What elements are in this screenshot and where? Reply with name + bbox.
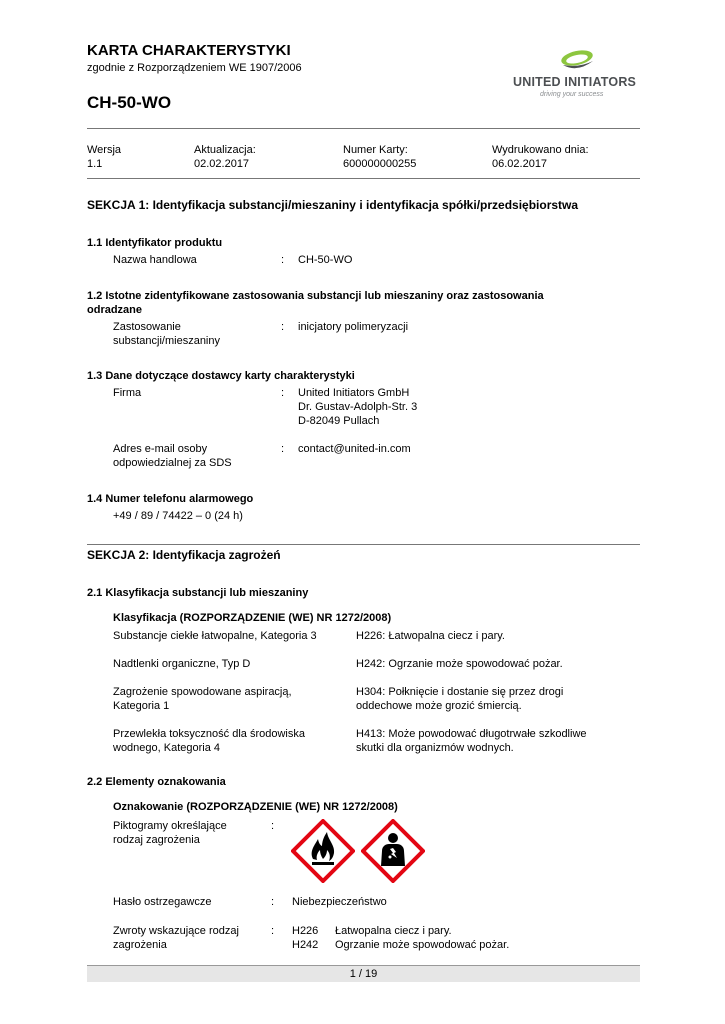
s13-firma-colon: : [281, 387, 285, 399]
s12-value: inicjatory polimeryzacji [298, 321, 409, 333]
s13-email-colon: : [281, 443, 285, 455]
document-subtitle: zgodnie z Rozporządzeniem WE 1907/2006 [87, 62, 302, 74]
meta-printed-date: Wydrukowano dnia: 06.02.2017 [492, 144, 589, 170]
pictogram-colon: : [271, 820, 275, 832]
meta-version: Wersja 1.1 [87, 144, 122, 170]
hazard-class: Substancje ciekłe łatwopalne, Kategoria 3 [113, 630, 317, 642]
labelling-heading: Oznakowanie (ROZPORZĄDZENIE (WE) NR 1272/2008) [113, 801, 398, 813]
contact-email[interactable]: contact@united-in.com [298, 443, 411, 455]
section1-heading: SEKCJA 1: Identyfikacja substancji/mieszaniny i identyfikacja spółki/przedsiębiorstwa [87, 198, 579, 212]
logo-tagline: driving your success [540, 91, 604, 98]
s22-heading: 2.2 Elementy oznakowania [87, 776, 226, 788]
hazard-class: Przewlekła toksyczność dla środowiska wodnego, Kategoria 4 [113, 728, 305, 754]
product-name-heading: CH-50-WO [87, 93, 172, 112]
section2-divider [87, 544, 640, 545]
signal-word-value: Niebezpieczeństwo [292, 896, 387, 908]
h-statement-code: H226 H242 [292, 925, 319, 951]
s11-colon: : [281, 254, 285, 266]
header-divider [87, 128, 640, 129]
hazard-class: Nadtlenki organiczne, Typ D [113, 658, 251, 670]
s11-label: Nazwa handlowa [113, 254, 197, 266]
leaf-logo-icon [557, 48, 597, 74]
emergency-phone: +49 / 89 / 74422 – 0 (24 h) [113, 510, 243, 522]
s12-label: Zastosowanie substancji/mieszaniny [113, 321, 220, 347]
s21-heading: 2.1 Klasyfikacja substancji lub mieszaniny [87, 587, 309, 599]
meta-update: Aktualizacja: 02.02.2017 [194, 144, 256, 170]
section2-heading: SEKCJA 2: Identyfikacja zagrożeń [87, 548, 281, 562]
page-number: 1 / 19 [349, 968, 378, 980]
health-hazard-pictogram-icon [361, 819, 425, 883]
pictogram-label: Piktogramy określające rodzaj zagrożenia [113, 820, 227, 846]
s12-colon: : [281, 321, 285, 333]
signal-word-colon: : [271, 896, 275, 908]
hazard-statement: H304: Połknięcie i dostanie się przez drogi oddechowe może grozić śmiercią. [356, 686, 564, 712]
s12-heading: 1.2 Istotne zidentyfikowane zastosowania substancji lub mieszaniny oraz zastosowania odradzane [87, 290, 544, 316]
signal-word-label: Hasło ostrzegawcze [113, 896, 212, 908]
meta-sheet-number: Numer Karty: 600000000255 [343, 144, 417, 170]
hazard-class: Zagrożenie spowodowane aspiracją, Kategoria 1 [113, 686, 292, 712]
hazard-statement: H242: Ogrzanie może spowodować pożar. [356, 658, 563, 670]
hazard-statement: H413: Może powodować długotrwałe szkodliwe skutki dla organizmów wodnych. [356, 728, 587, 754]
company-logo [505, 48, 640, 104]
s11-heading: 1.1 Identyfikator produktu [87, 237, 223, 249]
h-statements-colon: : [271, 925, 275, 937]
h-statement-text: Łatwopalna ciecz i pary. Ogrzanie może spowodować pożar. [335, 925, 510, 951]
logo-brand-text: UNITED INITIATORS [513, 75, 637, 89]
flame-pictogram-icon [291, 819, 355, 883]
classification-heading: Klasyfikacja (ROZPORZĄDZENIE (WE) NR 1272/2008) [113, 612, 392, 624]
hazard-statement: H226: Łatwopalna ciecz i pary. [356, 630, 505, 642]
document-title: KARTA CHARAKTERYSTYKI [87, 42, 291, 59]
s13-email-label: Adres e-mail osoby odpowiedzialnej za SDS [113, 443, 232, 469]
s11-value: CH-50-WO [298, 254, 353, 266]
s13-heading: 1.3 Dane dotyczące dostawcy karty charakterystyki [87, 370, 355, 382]
meta-divider [87, 178, 640, 179]
s13-firma-label: Firma [113, 387, 142, 399]
s14-heading: 1.4 Numer telefonu alarmowego [87, 493, 254, 505]
s13-firma-address: United Initiators GmbH Dr. Gustav-Adolph-Str. 3 D-82049 Pullach [298, 387, 418, 427]
h-statements-label: Zwroty wskazujące rodzaj zagrożenia [113, 925, 239, 951]
